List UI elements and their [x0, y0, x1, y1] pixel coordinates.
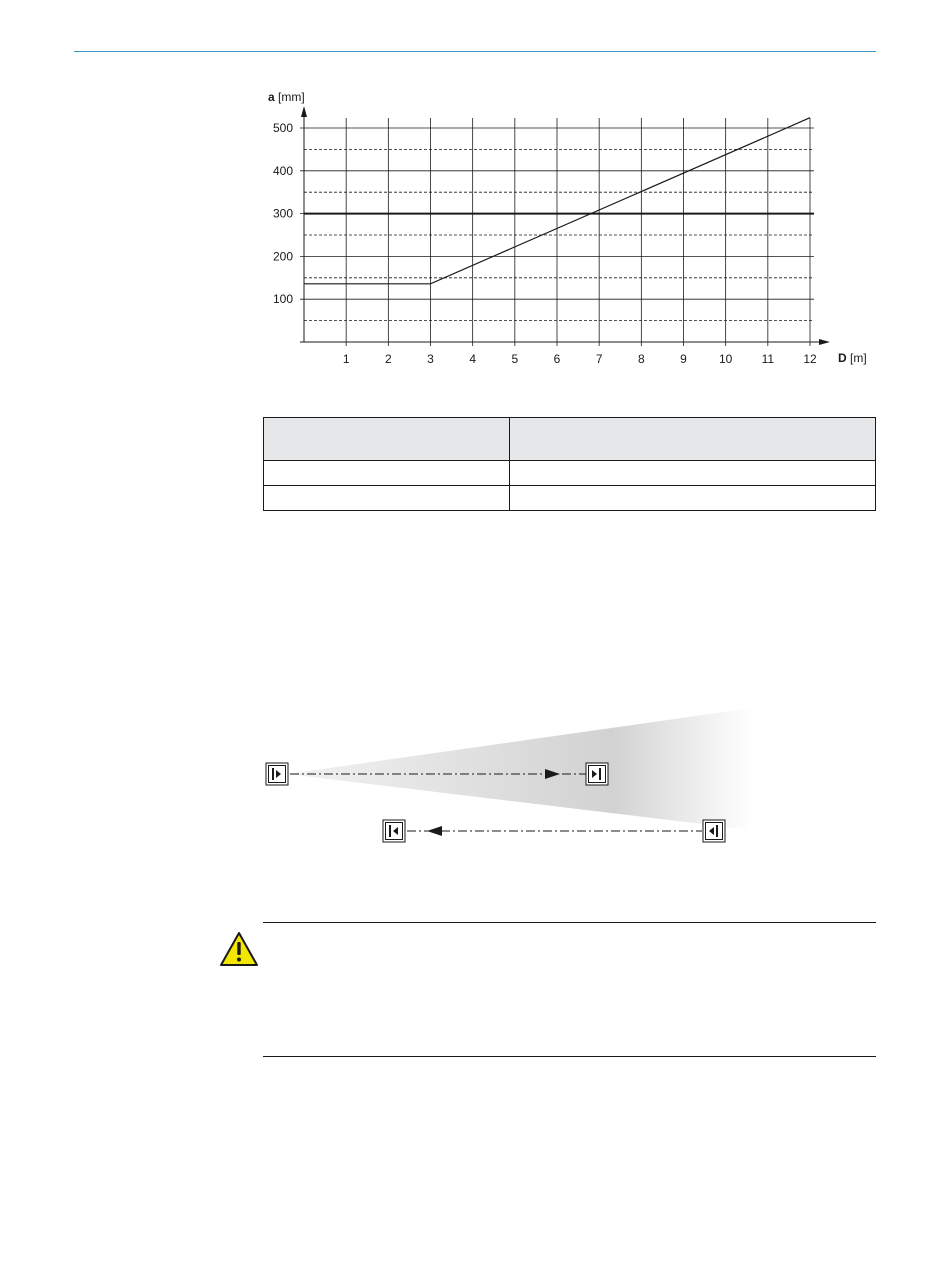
x-tick-label: 4 — [469, 352, 477, 366]
x-tick-label: 5 — [511, 352, 519, 366]
table-cell — [510, 486, 876, 511]
y-tick-label: 200 — [272, 249, 293, 264]
header-rule — [74, 51, 876, 52]
distance-chart — [250, 84, 880, 376]
y-tick-label: 300 — [272, 206, 293, 221]
x-tick-label: 1 — [342, 352, 350, 366]
table-row — [264, 486, 876, 511]
caution-top-rule — [263, 922, 876, 923]
y-tick-label: 400 — [272, 163, 293, 178]
data-table — [263, 417, 876, 511]
receiver-icon — [586, 763, 608, 785]
light-beam-cone — [287, 708, 752, 830]
y-axis-title — [268, 90, 305, 104]
x-axis-unit: [m] — [850, 351, 867, 365]
beam-diagram — [262, 705, 762, 855]
y-axis-unit: [mm] — [278, 90, 305, 104]
table-cell — [264, 461, 510, 486]
sender-icon — [266, 763, 288, 785]
x-tick-label: 11 — [761, 352, 775, 366]
x-axis-symbol: D — [838, 351, 847, 365]
grid-layer — [300, 118, 814, 346]
caution-bottom-rule — [263, 1056, 876, 1057]
table-header-row — [264, 418, 876, 461]
y-tick-label: 100 — [272, 292, 293, 307]
sender-icon — [703, 820, 725, 842]
x-tick-label: 3 — [427, 352, 434, 366]
table-row — [264, 461, 876, 486]
x-tick-label: 12 — [803, 352, 817, 366]
labels-layer — [273, 121, 817, 366]
warning-triangle-icon — [219, 931, 259, 967]
table-cell — [264, 486, 510, 511]
x-tick-label: 8 — [637, 352, 645, 366]
table-header-cell-2 — [510, 418, 876, 461]
x-tick-label: 6 — [553, 352, 561, 366]
receiver-icon — [383, 820, 405, 842]
x-axis-arrow — [819, 339, 830, 345]
y-axis-symbol: a — [268, 90, 275, 104]
table-header-cell-1 — [264, 418, 510, 461]
table-cell — [510, 461, 876, 486]
y-tick-label: 500 — [272, 121, 293, 135]
beam-diagram-svg — [262, 705, 762, 850]
y-axis-arrow — [301, 106, 307, 117]
x-axis-title — [838, 351, 867, 365]
x-tick-label: 9 — [680, 352, 687, 366]
reflected-beam-arrow — [427, 826, 442, 836]
x-tick-label: 10 — [718, 352, 733, 366]
chart-svg — [250, 84, 880, 376]
x-tick-label: 7 — [595, 352, 603, 366]
x-tick-label: 2 — [384, 352, 392, 366]
